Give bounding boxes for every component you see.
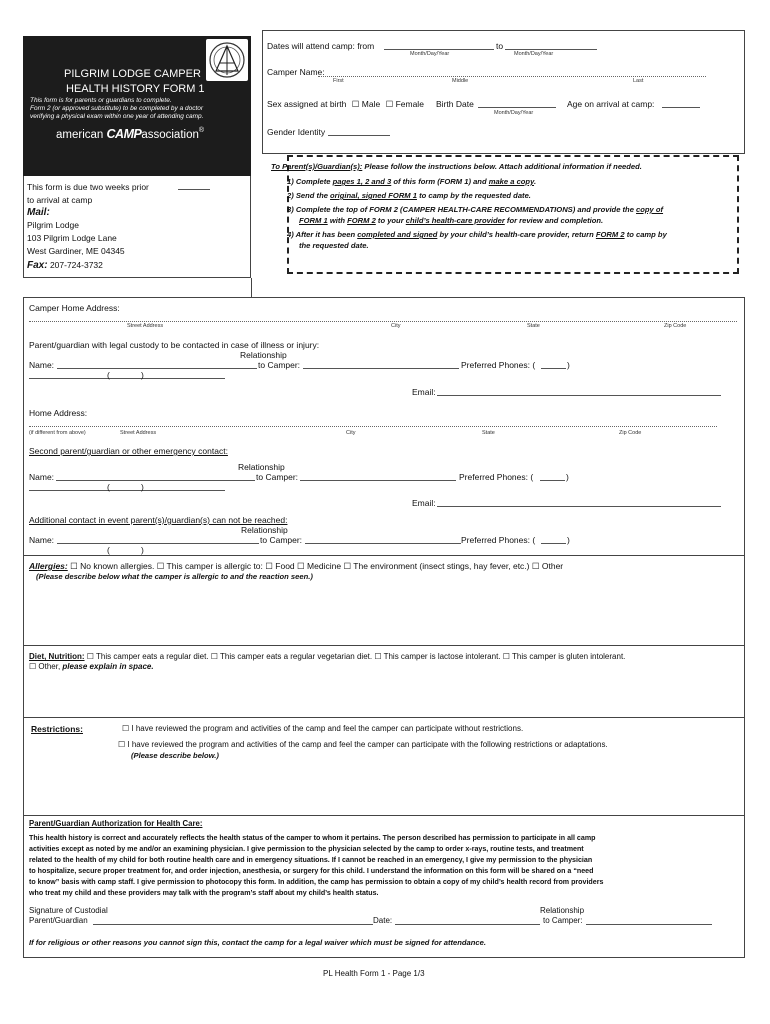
camper-name-field[interactable] [318,76,706,77]
birth-date-label: Birth Date [436,99,474,109]
restrictions-note: (Please describe below.) [131,751,219,760]
pilgrim-lodge-logo [206,39,248,81]
authorization-text-2: activities except as noted by me and/or an examining physician. I give permission to the physician selected by the camp to order x-rays, routine tests, and treatment [29,845,584,853]
step3-a: 3) Complete the top of FORM 2 (CAMPER HEALTH-CARE RECOMMENDATIONS) and provide the [287,205,637,214]
guardian2-phone2-paren: ) [141,482,144,492]
gluten-label: This camper is gluten intolerant. [512,652,626,661]
guardian2-phone-area[interactable] [540,480,565,481]
guardian1-street-hint: Street Address [120,430,157,436]
authorization-text-1: This health history is correct and accurately reflects the health status of the camper to whom it pertains. The person described has permission to participate in all camp [29,834,596,842]
additional-name-field[interactable] [57,543,259,544]
instructions-lead-underlined: To Parent(s)/Guardian(s): [271,162,363,171]
allergies-row [29,561,563,572]
age-label: Age on arrival at camp: [567,99,655,109]
additional-name-label: Name: [29,535,55,545]
gluten-checkbox[interactable] [503,652,510,661]
additional-to-camper: to Camper: [260,535,303,545]
guardian1-zip-hint: Zip Code [619,430,642,436]
additional-phone2-paren: ) [141,545,144,555]
instruction-step-2 [287,191,531,200]
authorization-text-3: related to the health of my child for both routine health care and in emergency situations. If I cannot be reached in an emergency, I give my permission to the physician [29,856,593,864]
instructions-lead [271,162,642,171]
aca-word-camp: CAMP [106,127,142,141]
step3-c: to your [375,216,406,225]
restrictions-label: Restrictions: [31,724,83,734]
female-label: Female [395,99,424,109]
header-intro-3: verifying a physical exam within one year of attending camp. [30,113,204,120]
guardian1-email-label: Email: [412,387,436,397]
first-hint: First [333,78,344,84]
diet-other-row [29,662,154,671]
sex-label: Sex assigned at birth [267,99,347,109]
home-address-label: Camper Home Address: [29,303,120,313]
step2-b: to camp by the requested date. [416,191,531,200]
allergic-checkbox[interactable] [157,561,165,571]
with-restrictions-checkbox[interactable] [118,740,125,749]
guardian2-phones-label: Preferred Phones: ( [459,472,534,482]
authorization-text-4: to hospitalize, secure proper treatment for, and order injection, anesthesia, or surgery for this child. I understand the information on this form will be shared on a “need [29,867,594,875]
guardian2-email-field[interactable] [437,506,721,507]
regular-diet-label: This camper eats a regular diet. [96,652,209,661]
no-restrictions-label: I have reviewed the program and activities of the camp and feel the camper can participate without restrictions. [131,724,524,733]
gender-label: Gender Identity [267,127,326,137]
step4-b: by your child’s health-care provider, return [437,230,596,239]
guardian1-home-label: Home Address: [29,408,88,418]
fax-line [27,260,103,271]
guardian2-intro: Second parent/guardian or other emergency contact: [29,446,228,456]
if-different-hint: (if different from above) [29,430,86,436]
guardian1-phone2-paren: ) [141,370,144,380]
guardian2-phone2-field[interactable] [29,490,225,491]
step1-c: . [534,177,537,186]
step1-a: 1) Complete [287,177,333,186]
street-hint: Street Address [127,323,164,329]
guardian1-email-field[interactable] [437,395,721,396]
other-diet-label: Other, [38,662,63,671]
allergies-label: Allergies: [29,561,68,571]
due-underline [178,189,210,190]
signature-relationship-field[interactable] [586,924,712,925]
header-divider [251,278,252,298]
signature-date-field[interactable] [395,924,540,925]
guardian1-city-hint: City [346,430,356,436]
gender-field[interactable] [328,135,390,136]
date-hint-to: Month/Day/Year [514,51,554,57]
form-title-line2: HEALTH HISTORY FORM 1 [66,83,205,95]
food-checkbox[interactable] [265,561,273,571]
guardian1-name-label: Name: [29,360,55,370]
vegetarian-checkbox[interactable] [211,652,218,661]
other-diet-checkbox[interactable] [29,662,36,671]
camper-name-label: Camper Name: [267,67,325,77]
step3-u: copy of [636,205,664,214]
birth-date-hint: Month/Day/Year [494,110,534,116]
mail-address-2: 103 Pilgrim Lodge Lane [27,233,117,243]
due-line-1: This form is due two weeks prior [27,182,149,192]
religious-waiver-note: If for religious or other reasons you cannot sign this, contact the camp for a legal waiver which must be signed for attendance. [29,938,486,947]
guardian1-relationship-field[interactable] [303,368,459,369]
guardian1-phone-paren: ) [567,360,570,370]
fax-label: Fax: [27,260,48,271]
state-hint: State [527,323,540,329]
regular-diet-checkbox[interactable] [87,652,94,661]
diet-label: Diet, Nutrition: [29,652,85,661]
additional-phone-area[interactable] [541,543,566,544]
dates-to-field[interactable] [505,49,597,50]
birth-date-field[interactable] [478,107,556,108]
signature-label-2: Parent/Guardian [29,916,88,925]
signature-date-label: Date: [373,916,393,925]
with-restrictions-row [118,740,608,749]
guardian1-relationship: Relationship [240,350,287,360]
due-line-2: to arrival at camp [27,195,93,205]
last-hint: Last [633,78,644,84]
authorization-label: Parent/Guardian Authorization for Health Care: [29,819,203,828]
guardian2-phone-paren: ) [566,472,569,482]
instruction-step-3-cont [299,216,603,225]
additional-relationship-field[interactable] [305,543,461,544]
guardian1-home-field[interactable] [29,426,717,427]
guardian1-phone2-field[interactable] [29,378,225,379]
guardian2-relationship: Relationship [238,462,285,472]
signature-label-1: Signature of Custodial [29,906,108,915]
header-intro-2: Form 2 (or approved substitute) to be completed by a doctor [30,105,204,112]
instruction-step-3 [287,205,663,214]
female-checkbox[interactable] [386,99,394,109]
guardian1-state-hint: State [482,430,495,436]
step2-a: 2) Send the [287,191,331,200]
instruction-step-4 [287,230,667,239]
allergies-description-area[interactable] [29,584,737,642]
allergies-note: (Please describe below what the camper is allergic to and the reaction seen.) [36,572,313,581]
dates-label: Dates will attend camp: from [267,41,375,51]
guardian2-relationship-field[interactable] [300,480,456,481]
food-label: Food [275,561,295,571]
additional-phone2-open: ( [107,545,110,555]
zip-hint: Zip Code [664,323,687,329]
guardian2-to-camper: to Camper: [256,472,299,482]
lactose-label: This camper is lactose intolerant. [383,652,501,661]
no-restrictions-checkbox[interactable] [122,724,129,733]
step4-u: completed and signed [357,230,438,239]
guardian1-phone2-open: ( [107,370,110,380]
aca-logo [56,127,204,141]
signature-relationship-2: to Camper: [543,916,583,925]
guardian1-phone-area[interactable] [541,368,566,369]
city-hint: City [391,323,401,329]
instructions-box [287,155,739,274]
diet-row [29,652,625,661]
guardian1-intro: Parent/guardian with legal custody to be contacted in case of illness or injury: [29,340,320,350]
mail-label: Mail: [27,207,50,218]
authorization-text-6: who treat my child and these providers may talk with the program’s staff about my child’s health status. [29,889,379,897]
form-title-line1: PILGRIM LODGE CAMPER [64,68,201,80]
male-checkbox[interactable] [352,99,360,109]
aca-word-american: american [56,129,104,141]
step2-u: original, signed FORM 1 [330,191,417,200]
date-hint-from: Month/Day/Year [410,51,450,57]
step3-d: for review and completion. [504,216,604,225]
home-address-field[interactable] [29,321,737,322]
aca-registered-mark: ® [198,127,205,134]
guardian2-email-label: Email: [412,498,436,508]
mail-address-3: West Gardiner, ME 04345 [27,246,125,256]
environment-checkbox[interactable] [343,561,351,571]
age-field[interactable] [662,107,700,108]
step3-u3: FORM 2 [347,216,376,225]
instructions-lead-rest: Please follow the instructions below. Attach additional information if needed. [362,162,642,171]
middle-hint: Middle [452,78,469,84]
other-allergy-checkbox[interactable] [532,561,540,571]
aca-word-association: association [141,129,199,141]
step4-c: to camp by [624,230,667,239]
guardian2-name-field[interactable] [56,480,255,481]
step3-u2: FORM 1 [299,216,328,225]
additional-phone-paren: ) [567,535,570,545]
instruction-step-4-cont: the requested date. [299,241,369,250]
allergic-label: This camper is allergic to: [166,561,263,571]
with-restrictions-label: I have reviewed the program and activities of the camp and feel the camper can participate with the following restrictions or adaptations. [127,740,608,749]
step3-u4: child’s health-care provider [405,216,505,225]
signature-relationship-1: Relationship [540,906,585,915]
medicine-label: Medicine [307,561,342,571]
sex-row [267,99,424,110]
fax-number: 207-724-3732 [49,260,103,270]
dates-from-field[interactable] [384,49,494,50]
step3-b: with [327,216,348,225]
medicine-checkbox[interactable] [297,561,305,571]
signature-field[interactable] [93,924,373,925]
vegetarian-label: This camper eats a regular vegetarian diet. [220,652,373,661]
other-diet-note: please explain in space. [62,662,154,671]
guardian2-phone2-open: ( [107,482,110,492]
guardian1-phones-label: Preferred Phones: ( [461,360,536,370]
no-allergies-checkbox[interactable] [70,561,78,571]
authorization-text-5: to know” basis with camp staff. I give permission to photocopy this form. In addition, the camp has permission to obtain a copy of my child’s health record from providers [29,878,604,886]
page-footer: PL Health Form 1 - Page 1/3 [323,969,425,978]
step4-u2: FORM 2 [595,230,625,239]
header-intro-1: This form is for parents or guardians to complete. [30,97,172,104]
male-label: Male [361,99,381,109]
dates-to-label: to [496,41,504,51]
step1-u2: make a copy [488,177,535,186]
instruction-step-1 [287,177,536,186]
additional-intro: Additional contact in event parent(s)/guardian(s) can not be reached: [29,515,288,525]
additional-phones-label: Preferred Phones: ( [461,535,536,545]
guardian1-to-camper: to Camper: [258,360,301,370]
lactose-checkbox[interactable] [374,652,381,661]
step1-u: pages 1, 2 and 3 [332,177,392,186]
step4-a: 4) After it has been [287,230,358,239]
additional-relationship: Relationship [241,525,288,535]
no-allergies-label: No known allergies. [80,561,155,571]
mail-address-1: Pilgrim Lodge [27,220,79,230]
step1-b: of this form (FORM 1) and [391,177,489,186]
no-restrictions-row [122,724,523,733]
guardian2-name-label: Name: [29,472,55,482]
guardian1-name-field[interactable] [57,368,257,369]
environment-label: The environment (insect stings, hay fever, etc.) [353,561,530,571]
other-allergy-label: Other [541,561,564,571]
